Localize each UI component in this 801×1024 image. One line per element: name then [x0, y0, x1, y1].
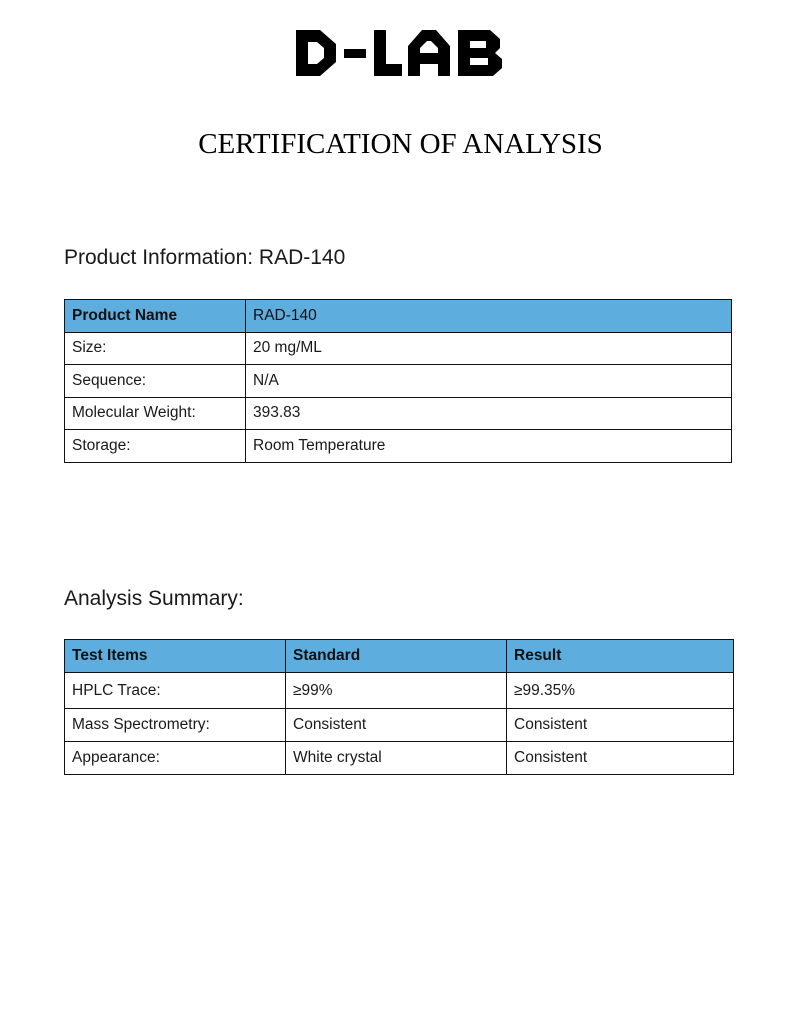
product-information-table [64, 299, 732, 463]
row-label: Storage: [65, 430, 246, 463]
column-header-standard: Standard [286, 640, 507, 673]
test-item: HPLC Trace: [65, 673, 286, 709]
standard-value: ≥99% [286, 673, 507, 709]
table-row [65, 673, 734, 709]
row-value: 20 mg/ML [246, 332, 732, 365]
table-row [65, 332, 732, 365]
table-row [65, 742, 734, 775]
table-row [65, 397, 732, 430]
standard-value: Consistent [286, 709, 507, 742]
table-row [65, 300, 732, 333]
analysis-summary-table [64, 639, 734, 775]
document-title: CERTIFICATION OF ANALYSIS [198, 128, 603, 160]
row-label: Sequence: [65, 365, 246, 398]
row-label: Product Name [65, 300, 246, 333]
brand-logo [290, 26, 512, 80]
standard-value: White crystal [286, 742, 507, 775]
result-value: Consistent [507, 742, 734, 775]
table-row [65, 709, 734, 742]
row-value: RAD-140 [246, 300, 732, 333]
result-value: ≥99.35% [507, 673, 734, 709]
row-value: N/A [246, 365, 732, 398]
row-value: Room Temperature [246, 430, 732, 463]
row-label: Size: [65, 332, 246, 365]
test-item: Mass Spectrometry: [65, 709, 286, 742]
test-item: Appearance: [65, 742, 286, 775]
dlab-logo-mark [290, 26, 512, 80]
table-row [65, 365, 732, 398]
column-header-result: Result [507, 640, 734, 673]
row-label: Molecular Weight: [65, 397, 246, 430]
column-header-test-items: Test Items [65, 640, 286, 673]
table-row [65, 430, 732, 463]
table-header-row [65, 640, 734, 673]
result-value: Consistent [507, 709, 734, 742]
row-value: 393.83 [246, 397, 732, 430]
product-information-heading: Product Information: RAD-140 [64, 246, 346, 269]
analysis-summary-heading: Analysis Summary: [64, 587, 244, 610]
